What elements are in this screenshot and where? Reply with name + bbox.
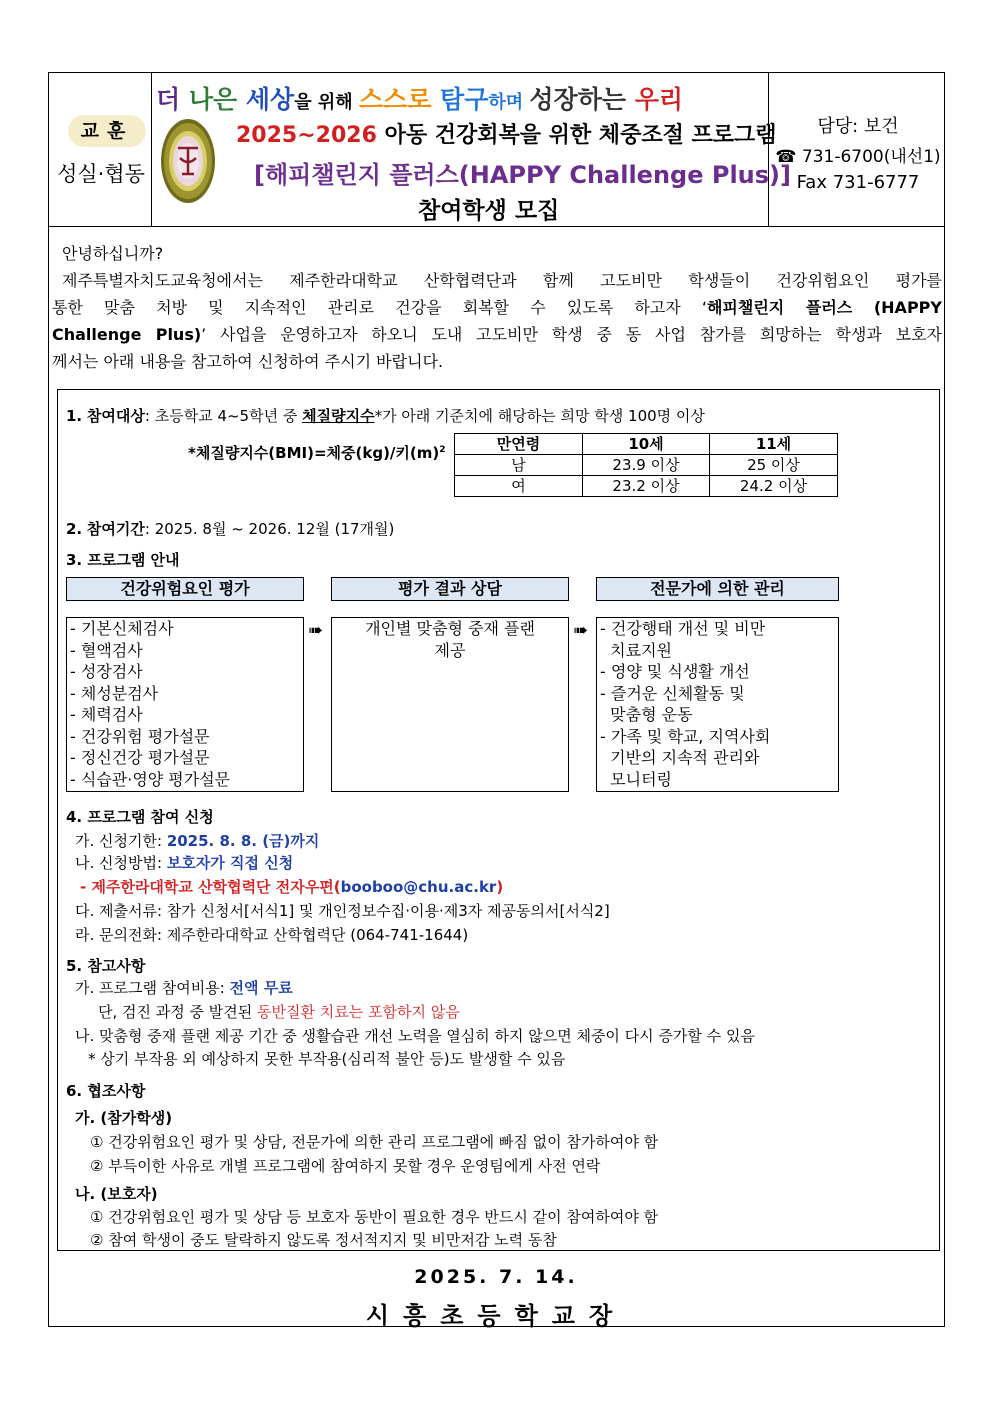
assessment-item: - 체력검사 bbox=[70, 705, 143, 724]
item-label: 나. 신청방법: bbox=[75, 854, 167, 872]
recruit-title: 참여학생 모집 bbox=[418, 198, 560, 224]
item-label: 가. 신청기한: bbox=[75, 832, 167, 850]
intro-line: 제주특별자치도교육청에서는 제주한라대학교 산학협력단과 함께 고도비만 학생들이 건강위험요인 평가를 bbox=[62, 271, 942, 290]
contact-phone-line: 라. 문의전화: 제주한라대학교 산학협력단 (064-741-1644) bbox=[75, 926, 469, 944]
issue-date: 2025. 7. 14. bbox=[414, 1266, 578, 1288]
assessment-item: - 체성분검사 bbox=[70, 683, 159, 703]
table-cell: 남 bbox=[455, 455, 583, 476]
management-item: - 영양 및 식생활 개선 bbox=[600, 662, 750, 681]
slogan-segment: 더 bbox=[156, 85, 189, 114]
item-label: 가. 프로그램 참여비용: bbox=[75, 979, 230, 997]
note-highlight: 동반질환 치료는 포함하지 않음 bbox=[257, 1003, 460, 1021]
side-effect-note: * 상기 부작용 외 예상하지 못한 부작용(심리적 불안 등)도 발생할 수 있음 bbox=[88, 1050, 566, 1068]
slogan-segment: 하며 bbox=[488, 92, 530, 113]
arrow-right-icon: ➠ bbox=[308, 620, 324, 641]
section-text: *가 아래 기준치에 해당하는 희망 학생 100명 이상 bbox=[374, 407, 705, 425]
program-name: 해피챌린지 플러스 (HAPPY bbox=[706, 298, 942, 317]
arrow-right-icon: ➠ bbox=[573, 620, 589, 641]
program-year: 2025~2026 bbox=[236, 123, 377, 148]
header-divider bbox=[48, 226, 945, 227]
intro-text: ’ 사업을 운영하고자 하오니 도내 고도비만 학생 중 동 사업 참가를 희망하는 학생과 보호자 bbox=[201, 325, 943, 344]
email-link[interactable]: booboo@chu.ac.kr bbox=[340, 878, 497, 896]
motto-label: 교훈 bbox=[68, 115, 146, 147]
required-documents: 다. 제출서류: 참가 신청서[서식1] 및 개인정보수집·이용·제3자 제공동의서[서식2] bbox=[75, 902, 610, 920]
assessment-item: - 식습관·영양 평가설문 bbox=[70, 769, 231, 789]
header-divider-right bbox=[768, 72, 769, 226]
program-title-text: 아동 건강회복을 위한 체중조절 프로그램 bbox=[376, 123, 777, 148]
assessment-item: - 기본신체검사 bbox=[70, 619, 174, 638]
consultation-list bbox=[331, 617, 569, 792]
management-list bbox=[596, 617, 839, 792]
intro-line bbox=[52, 321, 942, 348]
table-header-cell: 10세 bbox=[583, 434, 710, 455]
intro-paragraph bbox=[52, 240, 942, 375]
section-label: 참여기간 bbox=[86, 520, 145, 538]
cost-note bbox=[98, 1001, 460, 1022]
motto-text: 성실·협동 bbox=[57, 162, 145, 186]
table-row bbox=[455, 476, 838, 497]
section-period bbox=[66, 518, 394, 539]
school-slogan bbox=[156, 80, 683, 116]
assessment-item: - 성장검사 bbox=[70, 662, 143, 681]
table-cell: 25 이상 bbox=[710, 455, 838, 476]
management-item: 모니터링 bbox=[600, 769, 672, 789]
section-number: 1. bbox=[66, 407, 83, 425]
section-label: 참여대상 bbox=[86, 407, 145, 425]
guardian-cooperation-title: 나. (보호자) bbox=[75, 1185, 158, 1203]
bmi-term: 체질량지수 bbox=[302, 407, 375, 425]
section-application: 4. 프로그램 참여 신청 bbox=[66, 808, 214, 826]
program-name: Challenge Plus) bbox=[52, 325, 202, 344]
intro-text: 통한 맞춤 처방 및 지속적인 관리로 건강을 회복할 수 있도록 하고자 ‘ bbox=[52, 298, 707, 317]
contact-fax: Fax 731-6777 bbox=[796, 172, 920, 193]
section-program-guide: 3. 프로그램 안내 bbox=[66, 551, 180, 569]
deadline-value: 2025. 8. 8. (금)까지 bbox=[166, 832, 320, 850]
table-header-cell: 11세 bbox=[710, 434, 838, 455]
slogan-segment: 세상 bbox=[245, 85, 295, 114]
slogan-segment: 성장하는 bbox=[529, 85, 635, 114]
stage-consultation: 평가 결과 상담 bbox=[331, 577, 569, 601]
section-text: : 2025. 8월 ~ 2026. 12월 (17개월) bbox=[144, 520, 395, 538]
assessment-item: - 혈액검사 bbox=[70, 640, 143, 660]
section-cooperation: 6. 협조사항 bbox=[66, 1082, 146, 1100]
slogan-segment: 스스로 bbox=[358, 85, 441, 114]
slogan-segment: 나은 bbox=[188, 85, 246, 114]
management-item: - 가족 및 학교, 지역사회 bbox=[600, 726, 771, 746]
table-cell: 23.2 이상 bbox=[583, 476, 710, 497]
intro-line bbox=[52, 294, 942, 321]
section-notes: 5. 참고사항 bbox=[66, 957, 146, 975]
table-header-cell: 만연령 bbox=[455, 434, 583, 455]
table-cell: 여 bbox=[455, 476, 583, 497]
contact-dept: 담당: 보건 bbox=[817, 116, 899, 137]
section-text: : 초등학교 4~5학년 중 bbox=[144, 407, 303, 425]
cost-value: 전액 무료 bbox=[229, 979, 293, 997]
bmi-formula-sup: 2 bbox=[439, 445, 446, 455]
management-item: 치료지원 bbox=[600, 640, 672, 660]
assessment-list bbox=[66, 617, 304, 792]
application-method bbox=[75, 852, 293, 873]
management-item: - 즐거운 신체활동 및 bbox=[600, 683, 745, 703]
management-item: - 건강행태 개선 및 비만 bbox=[600, 619, 766, 638]
management-item: 맞춤형 운동 bbox=[600, 705, 693, 724]
guardian-item: ① 건강위험요인 평가 및 상담 등 보호자 동반이 필요한 경우 반드시 같이 참여하여야 함 bbox=[90, 1208, 659, 1226]
section-eligibility bbox=[66, 405, 705, 426]
email-text: - 제주한라대학교 산학협력단 전자우편( bbox=[80, 878, 341, 896]
principal-signature: 시흥초등학교장 bbox=[365, 1302, 627, 1330]
student-item: ① 건강위험요인 평가 및 상담, 전문가에 의한 관리 프로그램에 빠짐 없이 참가하여야 함 bbox=[90, 1133, 659, 1151]
stage-management: 전문가에 의한 관리 bbox=[596, 577, 839, 601]
participation-cost bbox=[75, 977, 293, 998]
assessment-item: - 정신건강 평가설문 bbox=[70, 748, 210, 767]
header-divider-left bbox=[151, 72, 152, 226]
intro-line: 께서는 아래 내용을 참고하여 신청하여 주시기 바랍니다. bbox=[52, 352, 444, 371]
application-email-line bbox=[80, 876, 503, 897]
section-number: 2. bbox=[66, 520, 83, 538]
slogan-segment: 우리 bbox=[634, 85, 684, 114]
note-text: 단, 검진 과정 중 발견된 bbox=[98, 1003, 258, 1021]
slogan-segment: 탐구 bbox=[440, 85, 489, 114]
consultation-item: 개인별 맞춤형 중재 플랜 bbox=[365, 619, 535, 638]
greeting: 안녕하십니까? bbox=[62, 244, 164, 263]
table-cell: 23.9 이상 bbox=[583, 455, 710, 476]
program-subtitle: [해피챌린지 플러스(HAPPY Challenge Plus)] bbox=[254, 161, 791, 189]
table-cell: 24.2 이상 bbox=[710, 476, 838, 497]
bmi-criteria-table bbox=[454, 433, 838, 497]
student-item: ② 부득이한 사유로 개별 프로그램에 참여하지 못할 경우 운영팀에게 사전 연락 bbox=[90, 1157, 601, 1175]
weight-note: 나. 맞춤형 중재 플랜 제공 기간 중 생활습관 개선 노력을 열심히 하지 않으면 체중이 다시 증가할 수 있음 bbox=[75, 1027, 755, 1045]
application-deadline bbox=[75, 830, 319, 851]
bmi-formula-text: *체질량지수(BMI)=체중(kg)/키(m) bbox=[188, 444, 440, 462]
email-text: ) bbox=[496, 878, 504, 896]
assessment-item: - 건강위험 평가설문 bbox=[70, 726, 210, 746]
method-value: 보호자가 직접 신청 bbox=[166, 854, 294, 872]
school-emblem-icon bbox=[160, 118, 216, 204]
table-header-row bbox=[455, 434, 838, 455]
contact-phone: ☎ 731-6700(내선1) bbox=[775, 147, 941, 167]
management-item: 기반의 지속적 관리와 bbox=[600, 748, 760, 767]
student-cooperation-title: 가. (참가학생) bbox=[75, 1109, 173, 1127]
table-row bbox=[455, 455, 838, 476]
consultation-item: 제공 bbox=[434, 640, 466, 660]
slogan-segment: 을 위해 bbox=[294, 92, 359, 113]
guardian-item: ② 참여 학생이 중도 탈락하지 않도록 정서적지지 및 비만저감 노력 동참 bbox=[90, 1231, 557, 1249]
program-title bbox=[236, 118, 777, 149]
bmi-formula bbox=[188, 442, 446, 463]
stage-assessment: 건강위험요인 평가 bbox=[66, 577, 304, 601]
